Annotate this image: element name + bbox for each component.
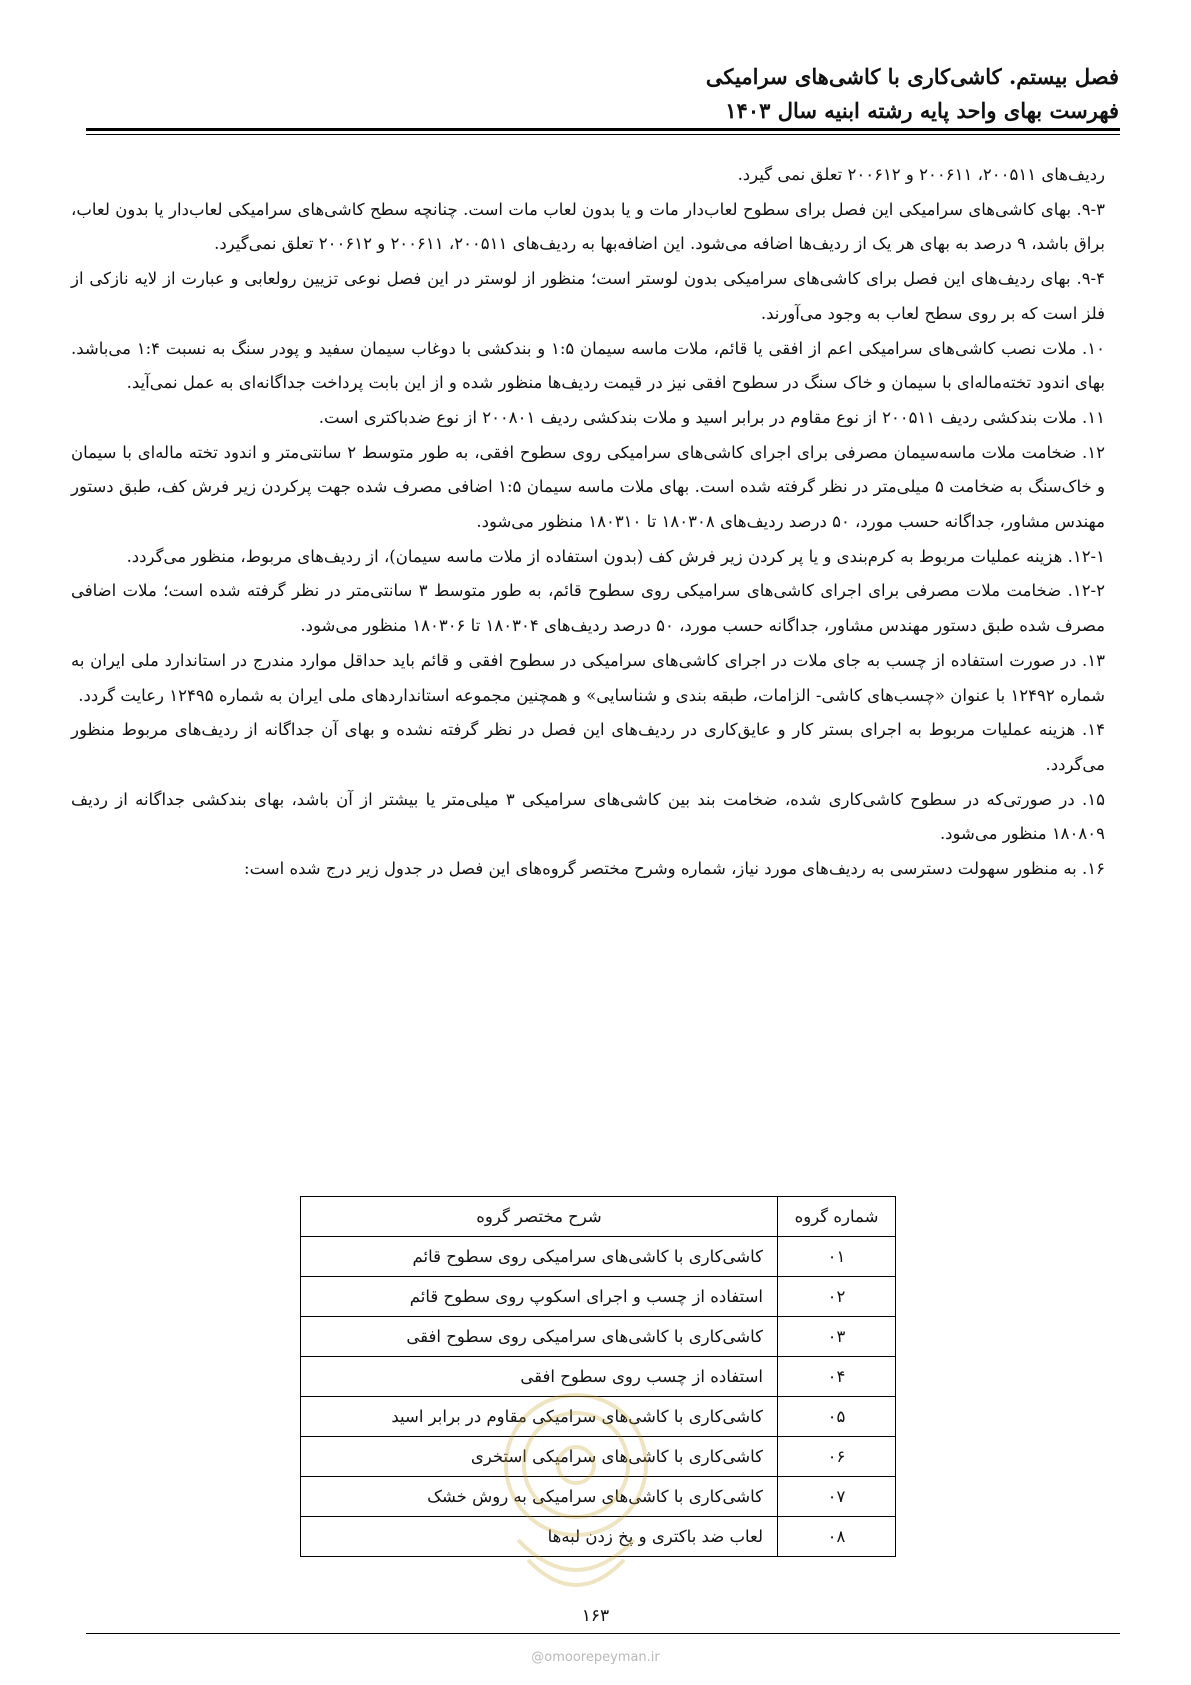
table-row (301, 1437, 896, 1477)
paragraph: ۱۳. در صورت استفاده از چسب به جای ملات در اجرای کاشی‌های سرامیکی در سطوح افقی و قائم باید حداقل موارد مندرج در استاندارد ملی ایران به شماره ۱۲۴۹۲ با عنوان «چسب‌های کاشی- الزامات، طبقه بندی و شناسایی» و همچنین مجموعه استانداردهای ملی ایران به شماره ۱۲۴۹۵ رعایت گردد. (71, 650, 1105, 705)
group-description: کاشی‌کاری با کاشی‌های سرامیکی روی سطوح قائم (301, 1237, 778, 1277)
header-group-number: شماره گروه (778, 1197, 896, 1237)
group-number: ۰۴ (778, 1357, 896, 1397)
page-number: ۱۶۳ (581, 1606, 610, 1626)
paragraph: ۱۲-۲. ضخامت ملات مصرفی برای اجرای کاشی‌های سرامیکی روی سطوح قائم، به طور متوسط ۳ سانتی‌متر در نظر گرفته شده است؛ ملات اضافی مصرف شده طبق دستور مهندس مشاور، جداگانه حسب مورد، ۵۰ درصد ردیف‌های ۱۸۰۳۰۴ تا ۱۸۰۳۰۶ منظور می‌شود. (71, 581, 1105, 636)
table-row (301, 1277, 896, 1317)
group-description: کاشی‌کاری با کاشی‌های سرامیکی مقاوم در برابر اسید (301, 1397, 778, 1437)
group-description: استفاده از چسب روی سطوح افقی (301, 1357, 778, 1397)
table-row (301, 1317, 896, 1357)
table-row (301, 1357, 896, 1397)
header-rule-thin (86, 134, 1120, 135)
document-subtitle: فهرست بهای واحد پایه رشته ابنیه سال ۱۴۰۳ (725, 98, 1119, 123)
group-table (300, 1196, 896, 1557)
group-number: ۰۸ (778, 1517, 896, 1557)
header-group-description: شرح مختصر گروه (301, 1197, 778, 1237)
group-number: ۰۶ (778, 1437, 896, 1477)
paragraph: ۹-۳. بهای کاشی‌های سرامیکی این فصل برای سطوح لعاب‌دار مات و یا بدون لعاب مات است. چنانچه سطح کاشی‌های سرامیکی لعاب‌دار یا بدون لعاب، براق باشد، ۹ درصد به بهای هر یک از ردیف‌ها اضافه می‌شود. این اضافه‌بها به ردیف‌های ۲۰۰۵۱۱، ۲۰۰۶۱۱ و ۲۰۰۶۱۲ تعلق نمی‌گیرد. (71, 199, 1105, 254)
paragraph: ۱۰. ملات نصب کاشی‌های سرامیکی اعم از افقی یا قائم، ملات ماسه سیمان ۱:۵ و بندکشی با دوغاب سیمان سفید و پودر سنگ به نسبت ۱:۴ می‌باشد. بهای اندود تخته‌ماله‌ای با سیمان و خاک سنگ در سطوح افقی نیز در قیمت ردیف‌ها منظور شده و از این بابت پرداخت جداگانه‌ای به عمل نمی‌آید. (71, 338, 1105, 393)
watermark-site: @omoorepeyman.ir (531, 1650, 660, 1665)
group-description: کاشی‌کاری با کاشی‌های سرامیکی استخری (301, 1437, 778, 1477)
group-description: کاشی‌کاری با کاشی‌های سرامیکی به روش خشک (301, 1477, 778, 1517)
page-header (71, 60, 1119, 128)
body-text (71, 158, 1105, 887)
group-description: کاشی‌کاری با کاشی‌های سرامیکی روی سطوح افقی (301, 1317, 778, 1357)
paragraph: ۱۲-۱. هزینه عملیات مربوط به کرم‌بندی و یا پر کردن زیر فرش کف (بدون استفاده از ملات ماسه سیمان)، از ردیف‌های مربوط، منظور می‌گردد. (126, 546, 1105, 566)
table-row (301, 1397, 896, 1437)
table-header-row (301, 1197, 896, 1237)
paragraph: ۱۲. ضخامت ملات ماسه‌سیمان مصرفی برای اجرای کاشی‌های سرامیکی روی سطوح افقی، به طور متوسط ۲ سانتی‌متر و اندود تخته ماله‌ای با سیمان و خاک‌سنگ به ضخامت ۵ میلی‌متر در نظر گرفته شده است. بهای ملات ماسه سیمان ۱:۵ اضافی مصرف شده جهت پرکردن زیر فرش کف، طبق دستور مهندس مشاور، جداگانه حسب مورد، ۵۰ درصد ردیف‌های ۱۸۰۳۰۸ تا ۱۸۰۳۱۰ منظور می‌شود. (71, 442, 1106, 532)
group-description: لعاب ضد باکتری و پخ زدن لبه‌ها (301, 1517, 778, 1557)
paragraph: ۱۵. در صورتی‌که در سطوح کاشی‌کاری شده، ضخامت بند بین کاشی‌های سرامیکی ۳ میلی‌متر یا بیشتر از آن باشد، بهای بندکشی جداگانه از ردیف ۱۸۰۸۰۹ منظور می‌شود. (71, 789, 1105, 844)
table-row (301, 1517, 896, 1557)
table-row (301, 1477, 896, 1517)
group-number: ۰۱ (778, 1237, 896, 1277)
chapter-title: فصل بیستم. کاشی‌کاری با کاشی‌های سرامیکی (705, 64, 1119, 89)
header-rule-thick (86, 128, 1120, 131)
paragraph: ۱۶. به منظور سهولت دسترسی به ردیف‌های مورد نیاز، شماره وشرح مختصر گروه‌های این فصل در جدول زیر درج شده است: (244, 859, 1105, 879)
group-number: ۰۳ (778, 1317, 896, 1357)
paragraph: ردیف‌های ۲۰۰۵۱۱، ۲۰۰۶۱۱ و ۲۰۰۶۱۲ تعلق نمی گیرد. (737, 165, 1105, 184)
paragraph: ۱۴. هزینه عملیات مربوط به اجرای بستر کار و عایق‌کاری در ردیف‌های این فصل در نظر گرفته نشده و بهای آن جداگانه از ردیف‌های مربوط منظور می‌گردد. (71, 720, 1105, 774)
group-description: استفاده از چسب و اجرای اسکوپ روی سطوح قائم (301, 1277, 778, 1317)
group-number: ۰۷ (778, 1477, 896, 1517)
paragraph: ۹-۴. بهای ردیف‌های این فصل برای کاشی‌های سرامیکی بدون لوستر است؛ منظور از لوستر در این فصل نوعی تزیین رولعابی و عبارت از لایه نازکی از فلز است که بر روی سطح لعاب به وجود می‌آورند. (71, 269, 1105, 323)
paragraph: ۱۱. ملات بندکشی ردیف ۲۰۰۵۱۱ از نوع مقاوم در برابر اسید و ملات بندکشی ردیف ۲۰۰۸۰۱ از نوع ضدباکتری است. (318, 407, 1105, 427)
group-number: ۰۵ (778, 1397, 896, 1437)
table-row (301, 1237, 896, 1277)
group-number: ۰۲ (778, 1277, 896, 1317)
footer-rule (86, 1633, 1120, 1634)
